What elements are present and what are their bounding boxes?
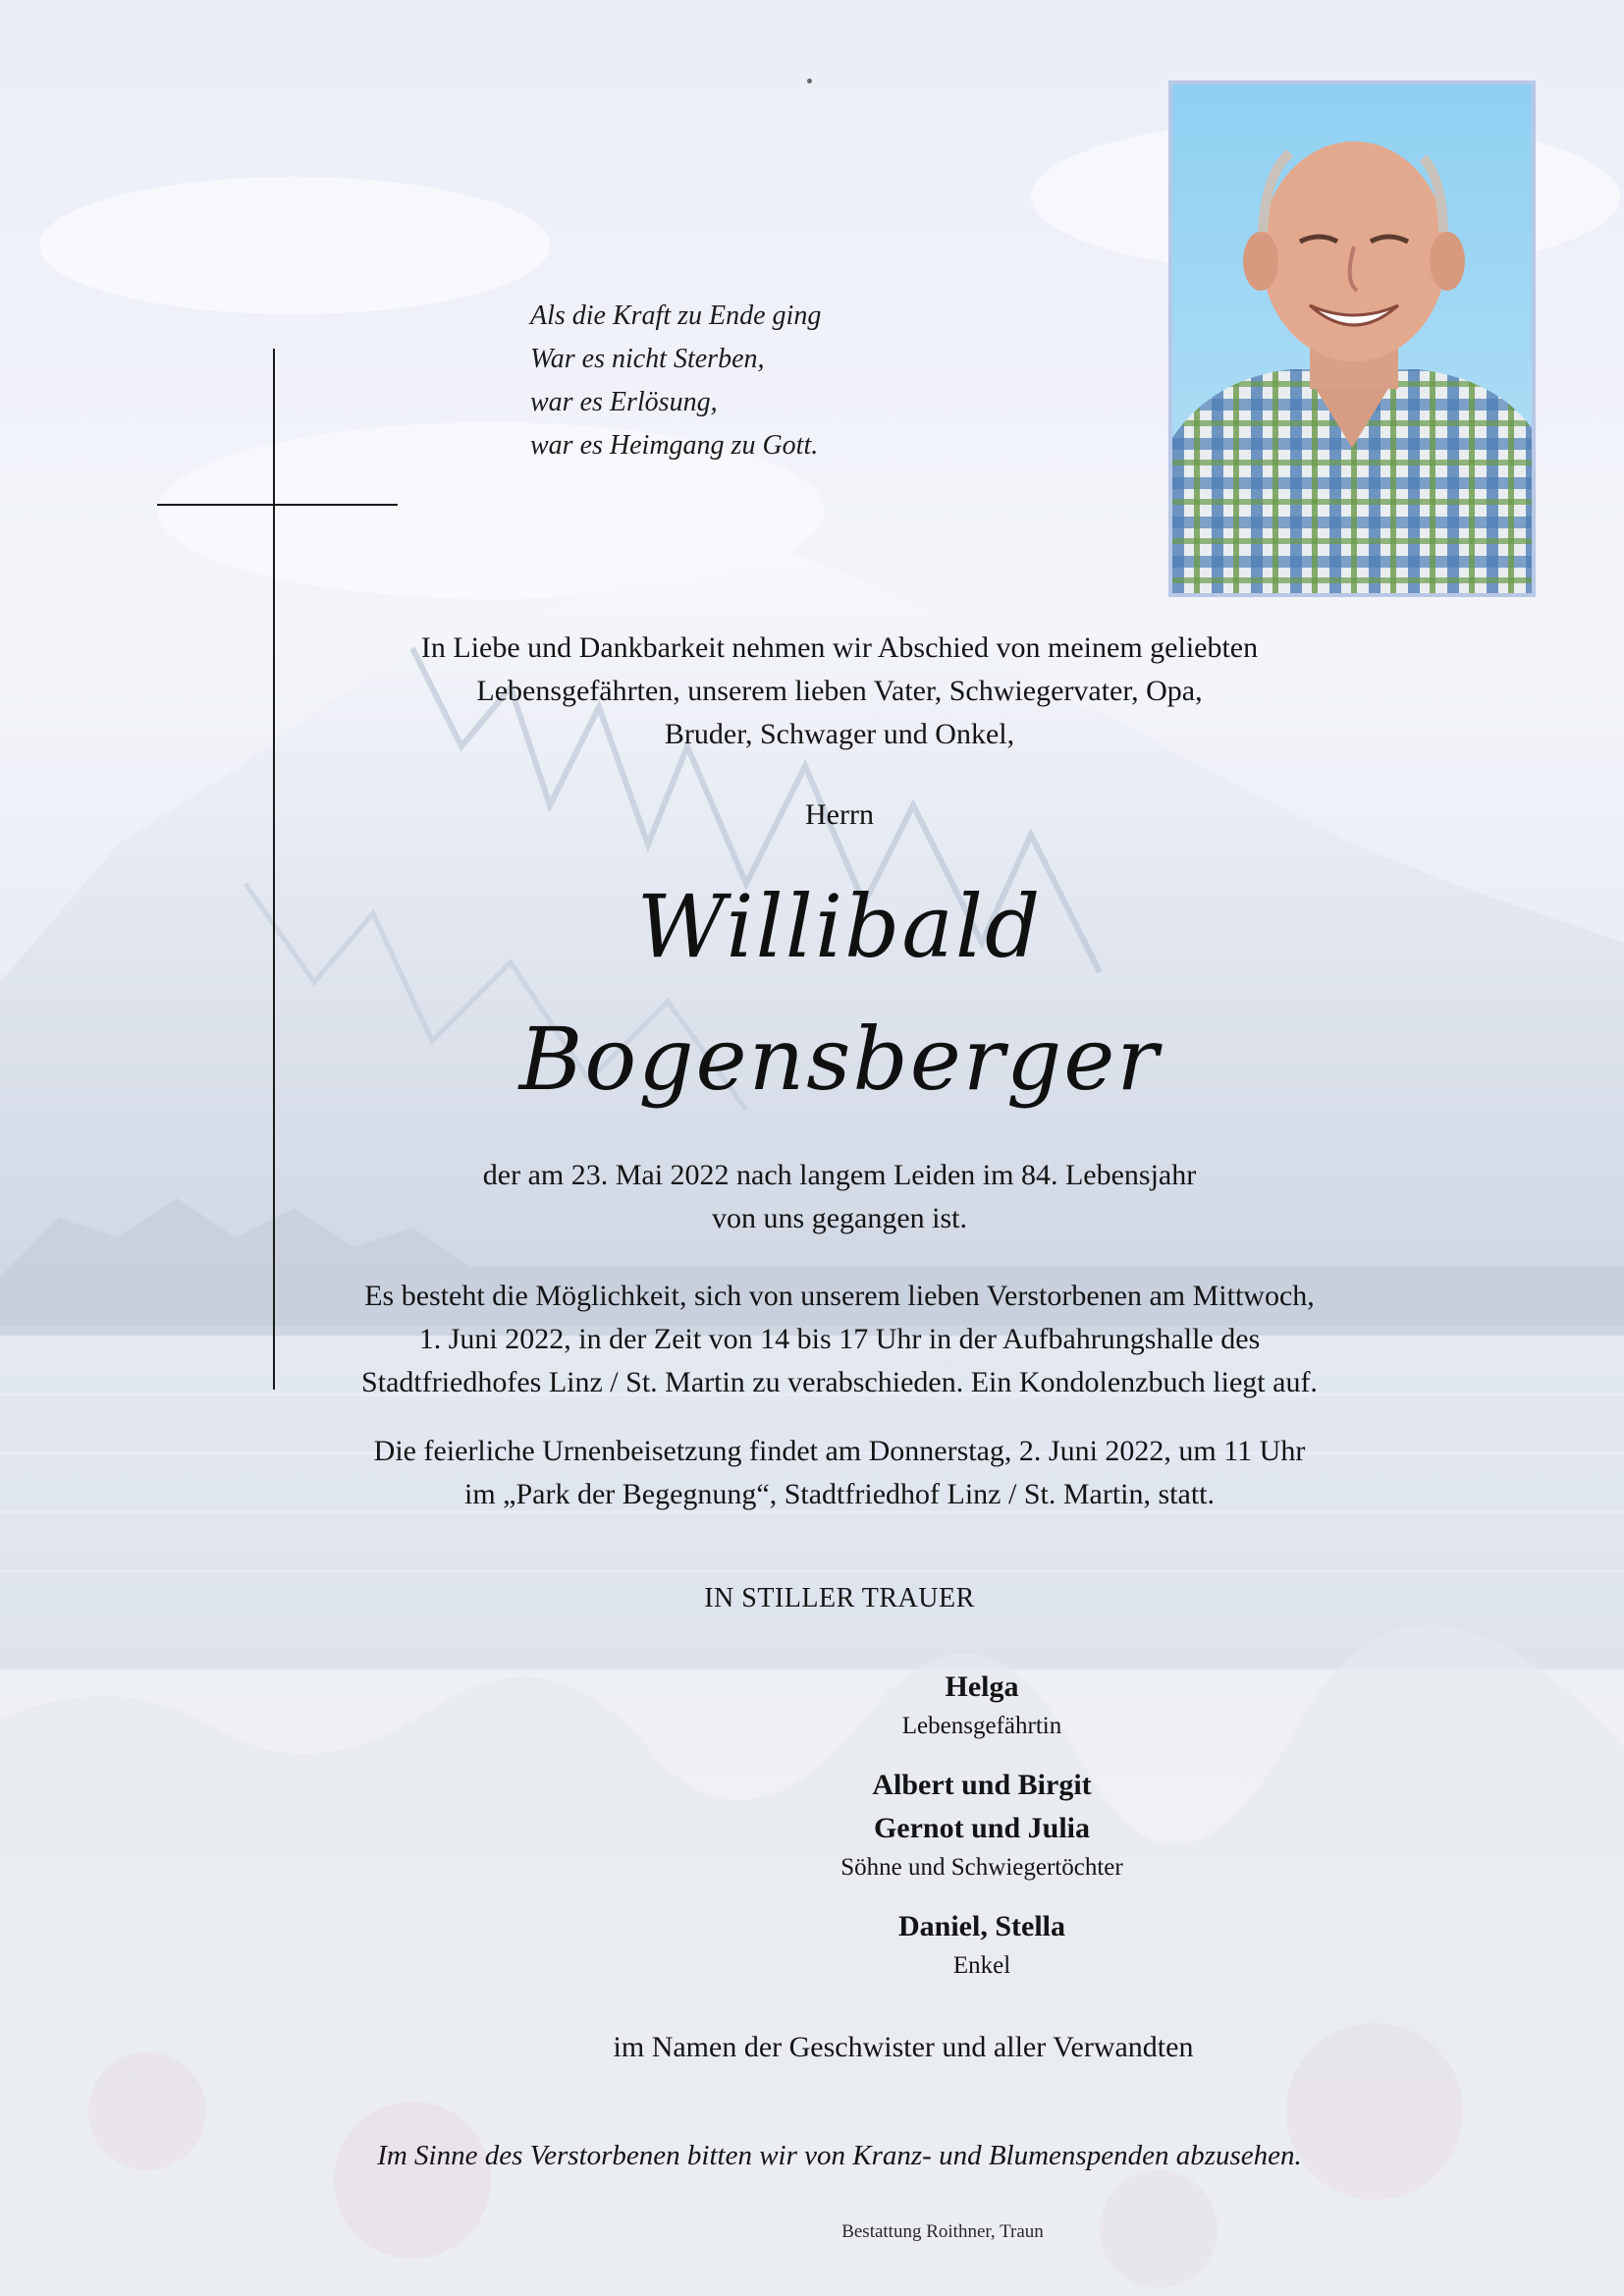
mourning-title: IN STILLER TRAUER (704, 1583, 975, 1613)
mourner-relation: Enkel (952, 1952, 1011, 1979)
death-notice-line: der am 23. Mai 2022 nach langem Leiden im 84. Lebensjahr (482, 1159, 1197, 1191)
mourner-name: Daniel, Stella (898, 1910, 1065, 1942)
mourner-relation: Lebensgefährtin (901, 1713, 1062, 1739)
mourner-name: Gernot und Julia (873, 1812, 1091, 1844)
portrait-photo (1168, 81, 1536, 597)
poem-line: war es Heimgang zu Gott. (530, 430, 819, 461)
mourner-group (550, 1905, 1414, 1984)
undertaker-credit: Bestattung Roithner, Traun (841, 2221, 1044, 2242)
viewing-line: Stadtfriedhofes Linz / St. Martin zu verabschieden. Ein Kondolenzbuch liegt auf. (361, 1366, 1318, 1398)
burial-line: im „Park der Begegnung“, Stadtfriedhof Linz / St. Martin, statt. (463, 1478, 1215, 1510)
relatives-line: im Namen der Geschwister und aller Verwandten (613, 2031, 1194, 2063)
deceased-last-name: Bogensberger (518, 1009, 1161, 1110)
intro-line: In Liebe und Dankbarkeit nehmen wir Abschied von meinem geliebten (420, 631, 1259, 664)
mourner-group (550, 1764, 1414, 1886)
scan-speck (807, 79, 812, 83)
death-notice (324, 1154, 1355, 1240)
mourner-relation: Söhne und Schwiegertöchter (840, 1854, 1123, 1881)
viewing-line: 1. Juni 2022, in der Zeit von 14 bis 17 Uhr in der Aufbahrungshalle des (418, 1323, 1261, 1355)
poem-line: War es nicht Sterben, (530, 344, 765, 374)
poem-line: Als die Kraft zu Ende ging (530, 301, 822, 331)
salutation: Herrn (805, 798, 874, 831)
mourner-name: Albert und Birgit (872, 1769, 1092, 1801)
mourner-group (550, 1666, 1414, 1744)
viewing-info (295, 1275, 1384, 1404)
intro-line: Lebensgefährten, unserem lieben Vater, Schwiegervater, Opa, (476, 675, 1203, 707)
cross-horizontal-bar (157, 504, 398, 506)
burial-info (295, 1430, 1384, 1516)
burial-line: Die feierliche Urnenbeisetzung findet am Donnerstag, 2. Juni 2022, um 11 Uhr (373, 1435, 1306, 1467)
portrait-illustration (1172, 84, 1532, 593)
mourners-list (550, 1666, 1414, 2003)
poem-line: war es Erlösung, (530, 387, 718, 417)
mourner-name: Helga (945, 1670, 1019, 1703)
viewing-line: Es besteht die Möglichkeit, sich von unserem lieben Verstorbenen am Mittwoch, (364, 1280, 1315, 1312)
intro-line: Bruder, Schwager und Onkel, (664, 718, 1015, 750)
poem (530, 295, 943, 467)
donation-request: Im Sinne des Verstorbenen bitten wir von Kranz- und Blumenspenden abzusehen. (377, 2140, 1302, 2171)
death-notice-line: von uns gegangen ist. (712, 1202, 967, 1234)
deceased-first-name: Willibald (636, 876, 1043, 977)
intro-text (324, 627, 1355, 756)
